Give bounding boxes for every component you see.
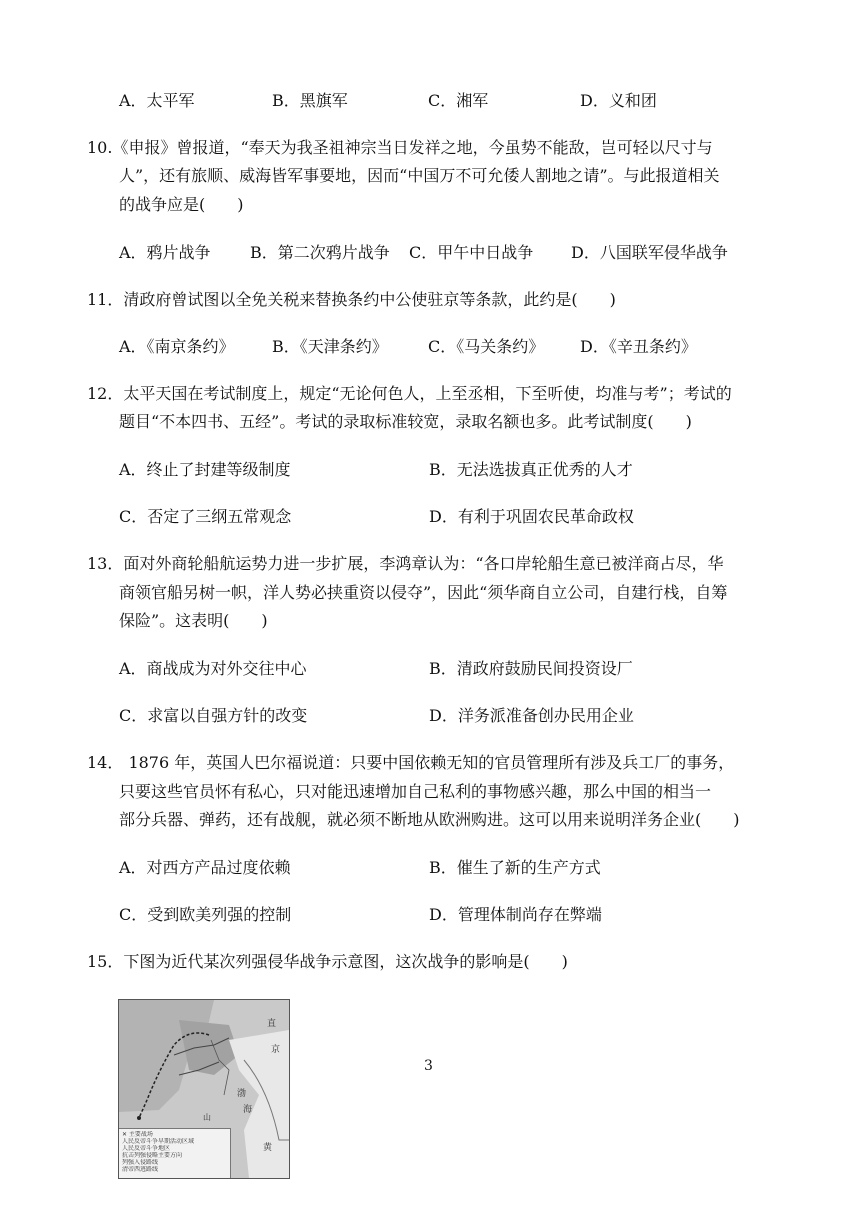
q11-option-a: A．《南京条约》 bbox=[119, 337, 235, 356]
q9-option-d: D．义和团 bbox=[580, 91, 657, 110]
q13-option-b: B．清政府鼓励民间投资设厂 bbox=[429, 659, 633, 678]
war-map-figure bbox=[118, 999, 290, 1179]
q12-text: 12．太平天国在考试制度上，规定“无论何色人，上至丞相，下至听使，均准与考”；考试的 bbox=[87, 384, 732, 403]
map-label-huang: 黄 bbox=[263, 1143, 273, 1153]
q11-text: 11．清政府曾试图以全免关税来替换条约中公使驻京等条款，此约是( ) bbox=[87, 290, 616, 309]
q13-text: 13．面对外商轮船航运势力进一步扩展，李鸿章认为：“各口岸轮船生意已被洋商占尽，华 bbox=[87, 554, 724, 573]
legend-item: ✕ 主要战场 bbox=[122, 1131, 153, 1138]
q10-option-d: D．八国联军侵华战争 bbox=[571, 243, 728, 262]
q12-option-a: A．终止了封建等级制度 bbox=[119, 460, 291, 479]
q10-text: 人”，还有旅顺、威海皆军事要地，因而“中国万不可允倭人割地之请”。与此报道相关 bbox=[119, 166, 720, 185]
legend-item: 人民反帝斗争地区 bbox=[122, 1145, 171, 1152]
map-legend bbox=[119, 1128, 231, 1178]
legend-item: 抗击列强侵略主要方向 bbox=[122, 1152, 183, 1159]
legend-item: 人民反帝斗争早期活动区域 bbox=[122, 1138, 195, 1145]
q13-option-a: A．商战成为对外交往中心 bbox=[119, 659, 307, 678]
q12-option-d: D．有利于巩固农民革命政权 bbox=[429, 507, 634, 526]
q13-text: 商领官船另树一帜，洋人势必挟重资以侵夺”，因此“须华商自立公司，自建行栈，自筹 bbox=[119, 583, 728, 602]
page-number: 3 bbox=[424, 1058, 433, 1074]
q13-option-c: C．求富以自强方针的改变 bbox=[119, 706, 308, 725]
q14-option-d: D．管理体制尚存在弊端 bbox=[429, 905, 602, 924]
q11-option-d: D．《辛丑条约》 bbox=[580, 337, 697, 356]
map-label-zhi: 直 bbox=[267, 1019, 277, 1029]
q10-text: 的战争应是( ) bbox=[119, 195, 244, 214]
q9-option-a: A．太平军 bbox=[119, 91, 195, 110]
q15-text: 15．下图为近代某次列强侵华战争示意图，这次战争的影响是( ) bbox=[87, 952, 568, 971]
legend-item: 清帝西逃路线 bbox=[122, 1166, 159, 1173]
q13-text: 保险”。这表明( ) bbox=[119, 611, 268, 630]
q10-option-c: C．甲午中日战争 bbox=[409, 243, 534, 262]
q9-option-c: C．湘军 bbox=[428, 91, 489, 110]
q14-option-a: A．对西方产品过度依赖 bbox=[119, 858, 291, 877]
legend-item: 列强入侵路线 bbox=[122, 1159, 159, 1166]
map-label-jing: 京 bbox=[271, 1045, 281, 1055]
q12-option-c: C．否定了三纲五常观念 bbox=[119, 507, 292, 526]
q12-option-b: B．无法选拔真正优秀的人才 bbox=[429, 460, 633, 479]
q11-option-c: C．《马关条约》 bbox=[428, 337, 545, 356]
q14-text: 只要这些官员怀有私心，只对能迅速增加自己私利的事物感兴趣，那么中国的相当一 bbox=[119, 782, 712, 801]
q14-option-c: C．受到欧美列强的控制 bbox=[119, 905, 292, 924]
q12-text: 题目“不本四书、五经”。考试的录取标准较宽，录取名额也多。此考试制度( ) bbox=[119, 412, 692, 431]
map-label-bo: 渤 bbox=[237, 1089, 247, 1099]
q13-option-d: D．洋务派准备创办民用企业 bbox=[429, 706, 634, 725]
q10-option-a: A．鸦片战争 bbox=[119, 243, 211, 262]
map-label-hai: 海 bbox=[243, 1105, 253, 1115]
q11-option-b: B．《天津条约》 bbox=[272, 337, 388, 356]
q10-option-b: B．第二次鸦片战争 bbox=[250, 243, 390, 262]
q14-text: 14． 1876 年，英国人巴尔福说道：只要中国依赖无知的官员管理所有涉及兵工厂的事务， bbox=[87, 753, 735, 772]
q14-text: 部分兵器、弹药，还有战舰，就必须不断地从欧洲购进。这可以用来说明洋务企业( ) bbox=[119, 810, 740, 829]
q10-text: 10.《申报》曾报道，“奉天为我圣祖神宗当日发祥之地，今虽势不能敌，岂可轻以尺寸与 bbox=[87, 138, 713, 157]
q9-option-b: B．黑旗军 bbox=[272, 91, 348, 110]
q14-option-b: B．催生了新的生产方式 bbox=[429, 858, 601, 877]
map-label-shan: 山 bbox=[203, 1113, 211, 1122]
